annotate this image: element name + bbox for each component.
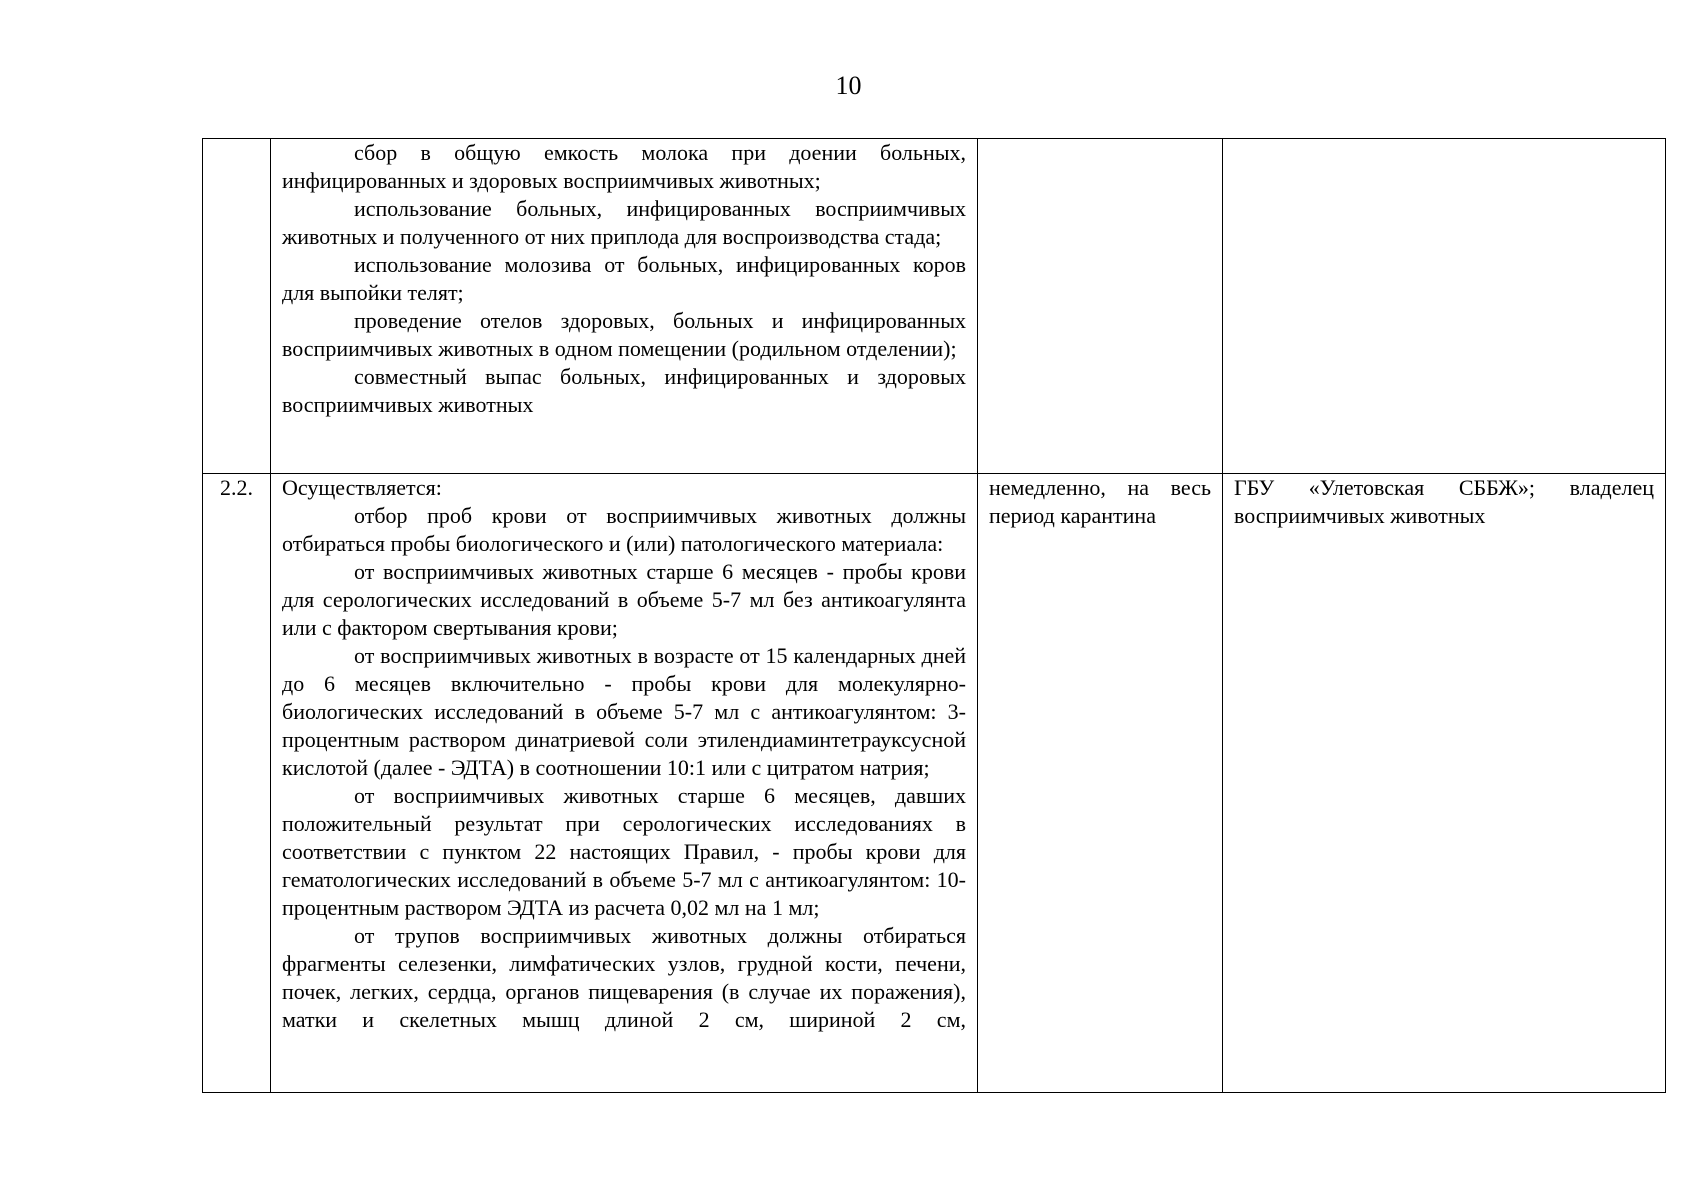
measures-table	[202, 138, 1666, 1093]
responsible-cell	[1223, 474, 1666, 1093]
measure-paragraph: использование молозива от больных, инфицированных коров для выпойки телят;	[282, 252, 966, 305]
row-number-cell	[203, 139, 271, 474]
measure-paragraph: от трупов восприимчивых животных должны отбираться фрагменты селезенки, лимфатических узлов, грудной кости, печени, почек, легких, сердца, органов пищеварения (в случае их поражения), матки и скелетных мышц длиной 2 см, шириной 2 см,	[282, 923, 966, 1032]
responsible-cell	[1223, 139, 1666, 474]
measure-paragraph: от восприимчивых животных в возрасте от 15 календарных дней до 6 месяцев включительно - пробы крови для молекулярно-биологических исследований в объеме 5-7 мл с антикоагулянтом: 3-процентным раствором динатриевой соли этилендиаминтетрауксусной кислотой (далее - ЭДТА) в соотношении 10:1 или с цитратом натрия;	[282, 643, 966, 780]
table-row	[203, 474, 1666, 1093]
measure-paragraph: от восприимчивых животных старше 6 месяцев, давших положительный результат при серологических исследованиях в соответствии с пунктом 22 настоящих Правил, - пробы крови для гематологических исследований в объеме 5-7 мл с антикоагулянтом: 10-процентным раствором ЭДТА из расчета 0,02 мл на 1 мл;	[282, 783, 966, 920]
table-row	[203, 139, 1666, 474]
measure-paragraph: использование больных, инфицированных восприимчивых животных и полученного от них приплода для воспроизводства стада;	[282, 196, 966, 249]
row-number-cell: 2.2.	[203, 474, 271, 1093]
measure-paragraph: сбор в общую емкость молока при доении больных, инфицированных и здоровых восприимчивых животных;	[282, 140, 966, 193]
term-cell	[978, 139, 1223, 474]
measure-description-cell	[271, 139, 978, 474]
measure-description-cell	[271, 474, 978, 1093]
term-text: немедленно, на весь период карантина	[989, 475, 1211, 528]
measure-paragraph: проведение отелов здоровых, больных и инфицированных восприимчивых животных в одном помещении (родильном отделении);	[282, 308, 966, 361]
measure-paragraph: от восприимчивых животных старше 6 месяцев - пробы крови для серологических исследований в объеме 5-7 мл без антикоагулянта или с фактором свертывания крови;	[282, 559, 966, 640]
measure-intro: Осуществляется:	[282, 475, 442, 500]
responsible-text: ГБУ «Улетовская СББЖ»; владелец восприимчивых животных	[1234, 475, 1654, 528]
measure-paragraph: совместный выпас больных, инфицированных и здоровых восприимчивых животных	[282, 364, 966, 417]
term-cell	[978, 474, 1223, 1093]
page-number: 10	[835, 71, 862, 100]
measure-paragraph: отбор проб крови от восприимчивых животных должны отбираться пробы биологического и (или) патологического материала:	[282, 503, 966, 556]
